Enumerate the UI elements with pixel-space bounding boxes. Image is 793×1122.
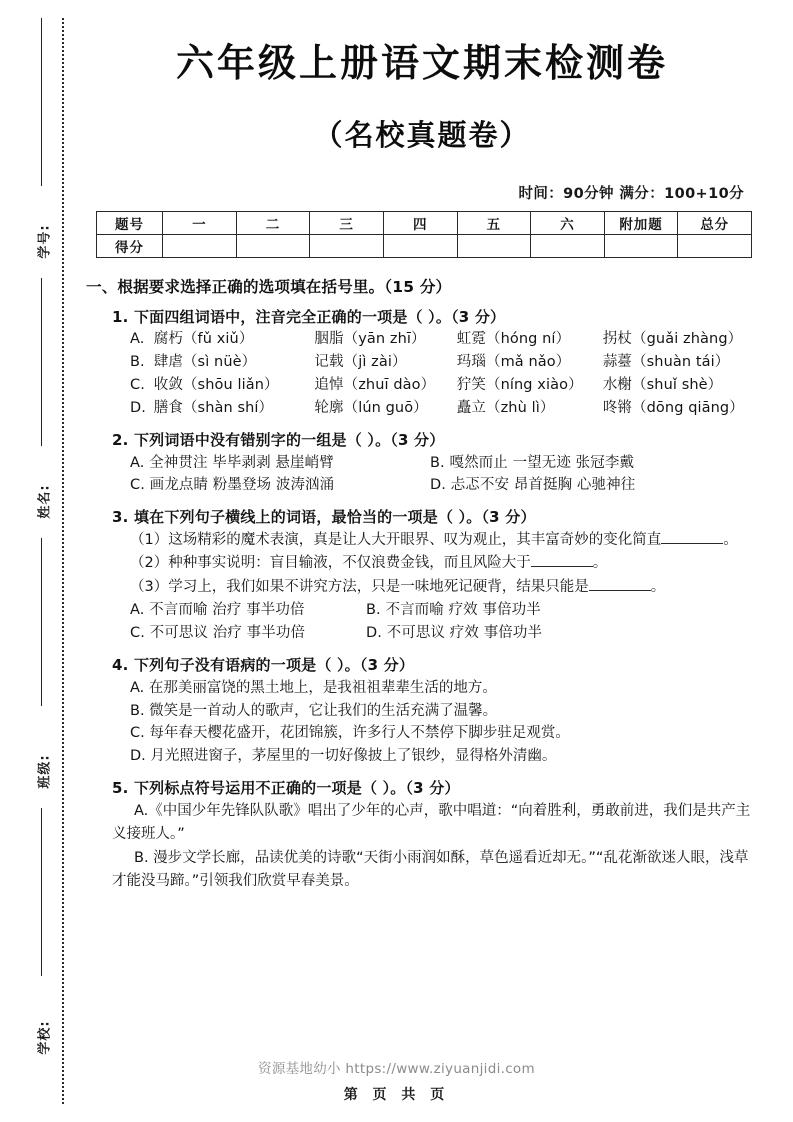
option-cell: 狞笑（níng xiào）	[456, 377, 583, 394]
question-2	[86, 429, 758, 497]
option-cell: 咚锵（dōng qiāng）	[602, 400, 744, 417]
score-column-header: 二	[236, 211, 310, 234]
fill-text-end: 。	[650, 578, 666, 595]
option-cell: 肆虐（sì nüè）	[153, 354, 257, 371]
score-cell[interactable]	[383, 234, 457, 257]
option-label-a: A.	[130, 331, 145, 348]
score-cell[interactable]	[678, 234, 752, 257]
option-label-d: D.	[130, 400, 146, 417]
question-stem: 5. 下列标点符号运用不正确的一项是（ ）。（3 分）	[112, 779, 460, 798]
option-cell: 胭脂（yān zhī）	[314, 331, 426, 348]
score-cell[interactable]	[163, 234, 237, 257]
option-cell: B. 不言而喻 疗效 事倍功半	[366, 602, 541, 619]
score-cell[interactable]	[604, 234, 678, 257]
watermark-text: 资源基地幼小 https://www.ziyuanjidi.com	[258, 1061, 535, 1077]
answer-blank[interactable]	[531, 566, 593, 567]
option-cell: 水榭（shuǐ shè）	[602, 377, 723, 394]
exam-meta-info: 时间：90分钟 满分：100+10分	[518, 185, 744, 202]
option-item[interactable]: C. 每年春天樱花盛开，花团锦簇，许多行人不禁停下脚步驻足观赏。	[130, 725, 570, 742]
option-item[interactable]: B. 漫步文学长廊，品读优美的诗歌“天街小雨润如酥，草色遥看近却无。”“乱花渐欲迷人眼，浅草才能没马蹄。”引领我们欣赏早春美景。	[112, 849, 749, 890]
option-cell: 拐杖（guǎi zhàng）	[602, 331, 743, 348]
option-cell: 玛瑙（mǎ nǎo）	[456, 354, 571, 371]
fill-text: （2）种种事实说明：盲目输液，不仅浪费金钱，而且风险大于	[130, 555, 531, 572]
answer-blank[interactable]	[589, 590, 651, 591]
option-row[interactable]	[86, 599, 758, 622]
score-table-row-label: 题号	[97, 211, 163, 234]
fill-sentence	[86, 576, 758, 599]
question-4	[86, 654, 758, 768]
option-cell: A. 全神贯注 毕毕剥剥 悬崖峭臂	[130, 454, 334, 471]
score-column-header: 三	[310, 211, 384, 234]
option-cell: 虹霓（hóng ní）	[456, 331, 571, 348]
option-label-c: C.	[130, 377, 145, 394]
option-cell: 膳食（shàn shí）	[153, 400, 274, 417]
option-cell: B. 嘎然而止 一望无迹 张冠李戴	[430, 454, 635, 471]
question-stem: 3. 填在下列句子横线上的词语，最恰当的一项是（ ）。（3 分）	[112, 508, 536, 527]
score-cell[interactable]	[310, 234, 384, 257]
page-content	[86, 0, 758, 894]
option-row[interactable]	[86, 622, 758, 645]
question-stem: 2. 下列词语中没有错别字的一组是（ ）。（3 分）	[112, 431, 445, 450]
option-cell: D. 忐忑不安 昂首挺胸 心驰神往	[430, 477, 636, 494]
page-subtitle: （名校真题卷）	[313, 117, 531, 152]
fill-text-end: 。	[592, 555, 608, 572]
score-cell[interactable]	[236, 234, 310, 257]
option-row[interactable]	[86, 397, 758, 420]
option-cell: 矗立（zhù lì）	[456, 400, 555, 417]
page-number: 第 页 共 页	[343, 1087, 450, 1103]
fill-text: （3）学习上，我们如果不讲究方法，只是一味地死记硬背，结果只能是	[130, 578, 589, 595]
margin-label-class: 班级:	[37, 754, 53, 789]
option-cell: A. 不言而喻 治疗 事半功倍	[130, 602, 305, 619]
option-item[interactable]: B. 微笑是一首动人的歌声，它让我们的生活充满了温馨。	[130, 702, 498, 719]
option-cell: C. 不可思议 治疗 事半功倍	[130, 625, 306, 642]
table-row	[97, 234, 752, 257]
question-stem: 4. 下列句子没有语病的一项是（ ）。（3 分）	[112, 656, 415, 675]
fill-text-end: 。	[723, 531, 738, 548]
score-table	[96, 211, 752, 258]
margin-label-school: 学校:	[37, 1020, 53, 1055]
margin-label-student-id: 学号:	[37, 224, 53, 259]
question-5	[86, 777, 758, 893]
score-table-wrapper	[86, 211, 758, 258]
score-column-header: 一	[163, 211, 237, 234]
option-cell: 蒜薹（shuàn tái）	[602, 354, 730, 371]
option-cell: 记载（jì zài）	[314, 354, 407, 371]
question-1	[86, 306, 758, 420]
option-row[interactable]	[86, 328, 758, 351]
option-row[interactable]	[86, 351, 758, 374]
fill-sentence	[86, 552, 758, 575]
fold-dotted-line	[62, 18, 64, 1104]
rail-segment	[41, 278, 42, 446]
fill-text: （1）这场精彩的魔术表演，真是让人大开眼界、叹为观止，其丰富奇妙的变化简直	[130, 531, 662, 548]
score-column-header: 五	[457, 211, 531, 234]
option-cell: 轮廓（lún guō）	[314, 400, 428, 417]
option-cell: 腐朽（fǔ xiǔ）	[153, 331, 254, 348]
page-footer	[0, 1057, 793, 1104]
rail-segment	[41, 538, 42, 706]
fill-sentence	[86, 529, 758, 552]
option-cell: 追悼（zhuī dào）	[314, 377, 436, 394]
section-heading-one: 一、根据要求选择正确的选项填在括号里。（15 分）	[86, 277, 452, 296]
question-stem: 1. 下面四组词语中，注音完全正确的一项是（ ）。（3 分）	[112, 307, 506, 326]
option-row[interactable]	[86, 474, 758, 497]
margin-label-name: 姓名:	[37, 484, 53, 519]
table-row	[97, 211, 752, 234]
option-label-b: B.	[130, 354, 145, 371]
option-cell: D. 不可思议 疗效 事倍功半	[366, 625, 543, 642]
score-column-header: 六	[531, 211, 605, 234]
option-item[interactable]: A.《中国少年先锋队队歌》唱出了少年的心声，歌中唱道：“向着胜利，勇敢前进，我们是共产主义接班人。”	[112, 802, 751, 843]
score-column-header: 四	[383, 211, 457, 234]
score-cell[interactable]	[457, 234, 531, 257]
score-table-row-label: 得分	[97, 234, 163, 257]
option-row[interactable]	[86, 374, 758, 397]
rail-segment	[41, 808, 42, 976]
option-cell: C. 画龙点睛 粉墨登场 波涛汹涌	[130, 477, 335, 494]
page-title: 六年级上册语文期末检测卷	[175, 41, 668, 85]
option-row[interactable]	[86, 452, 758, 475]
rail-segment	[41, 18, 42, 186]
option-cell: 收敛（shōu liǎn）	[153, 377, 279, 394]
binding-margin	[0, 0, 72, 1122]
question-3	[86, 506, 758, 645]
answer-blank[interactable]	[661, 543, 723, 544]
option-item[interactable]: D. 月光照进窗子，茅屋里的一切好像披上了银纱，显得格外清幽。	[130, 748, 557, 765]
option-item[interactable]: A. 在那美丽富饶的黑土地上，是我祖祖辈辈生活的地方。	[130, 679, 497, 696]
score-column-header: 总分	[678, 211, 752, 234]
score-cell[interactable]	[531, 234, 605, 257]
score-column-header: 附加题	[604, 211, 678, 234]
